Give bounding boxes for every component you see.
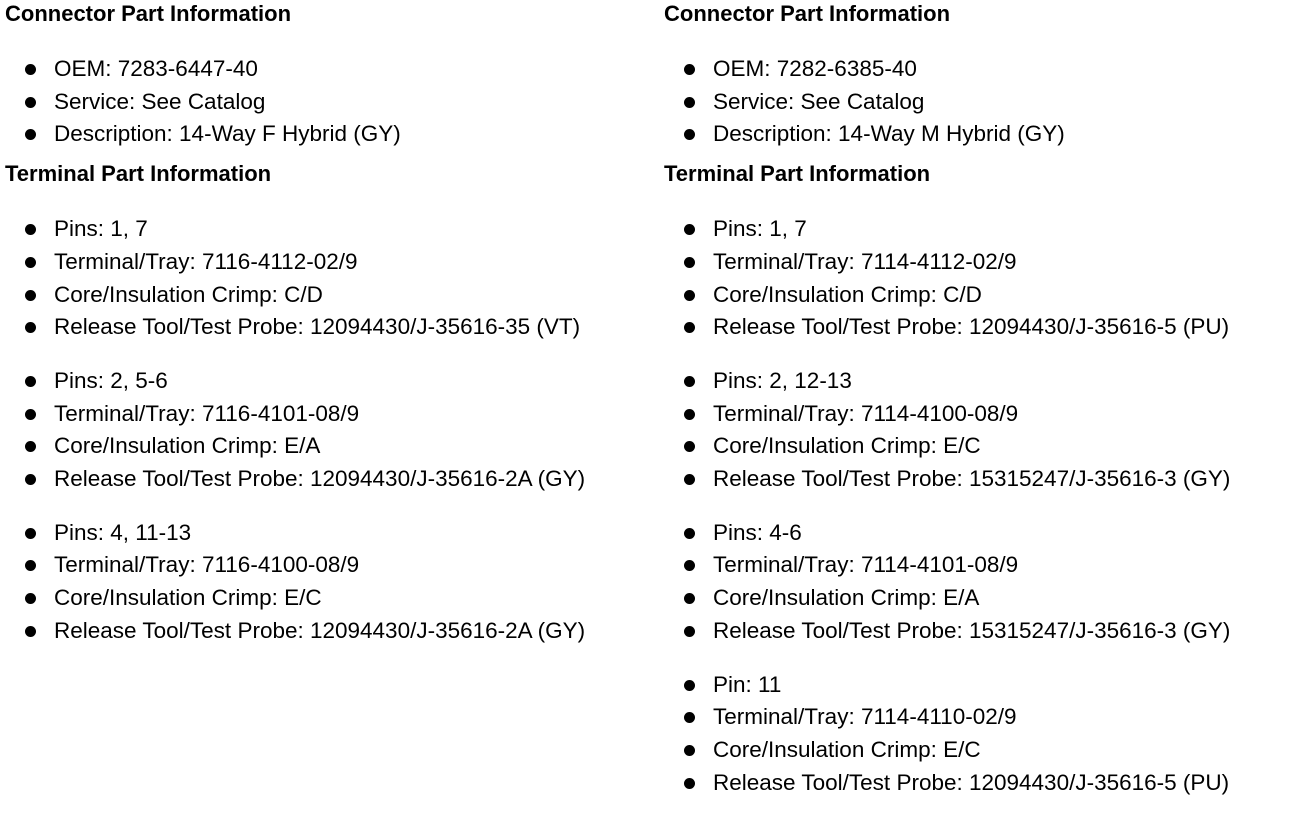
terminal-pins: Pins: 1, 7 <box>5 213 655 246</box>
connector-service: Service: See Catalog <box>5 86 655 119</box>
terminal-pins: Pins: 1, 7 <box>664 213 1309 246</box>
terminal-group <box>664 365 1309 496</box>
connector-oem: OEM: 7283-6447-40 <box>5 53 655 86</box>
terminal-heading: Terminal Part Information <box>664 161 931 187</box>
left-connector-column <box>5 0 655 669</box>
connector-info-list <box>664 53 1309 151</box>
connector-description: Description: 14-Way M Hybrid (GY) <box>664 118 1309 151</box>
terminal-tray: Terminal/Tray: 7116-4100-08/9 <box>5 549 655 582</box>
terminal-group <box>664 669 1309 800</box>
terminal-group <box>5 517 655 648</box>
terminal-heading: Terminal Part Information <box>5 161 272 187</box>
terminal-tray: Terminal/Tray: 7114-4110-02/9 <box>664 701 1309 734</box>
terminal-crimp: Core/Insulation Crimp: C/D <box>664 279 1309 312</box>
terminal-tray: Terminal/Tray: 7114-4100-08/9 <box>664 398 1309 431</box>
connector-heading: Connector Part Information <box>5 1 292 26</box>
right-connector-column <box>664 0 1309 820</box>
connector-service: Service: See Catalog <box>664 86 1309 119</box>
connector-description: Description: 14-Way F Hybrid (GY) <box>5 118 655 151</box>
terminal-pins: Pins: 2, 5-6 <box>5 365 655 398</box>
terminal-group <box>5 213 655 344</box>
terminal-tray: Terminal/Tray: 7114-4112-02/9 <box>664 246 1309 279</box>
terminal-group <box>5 365 655 496</box>
connector-heading: Connector Part Information <box>664 1 951 26</box>
terminal-pins: Pin: 11 <box>664 669 1309 702</box>
terminal-group <box>664 517 1309 648</box>
terminal-release-tool: Release Tool/Test Probe: 12094430/J-35616-2A (GY) <box>5 463 655 496</box>
terminal-tray: Terminal/Tray: 7116-4112-02/9 <box>5 246 655 279</box>
terminal-pins: Pins: 4-6 <box>664 517 1309 550</box>
terminal-tray: Terminal/Tray: 7116-4101-08/9 <box>5 398 655 431</box>
terminal-crimp: Core/Insulation Crimp: E/A <box>5 430 655 463</box>
terminal-crimp: Core/Insulation Crimp: E/C <box>664 734 1309 767</box>
terminal-release-tool: Release Tool/Test Probe: 12094430/J-35616-5 (PU) <box>664 311 1309 344</box>
terminal-crimp: Core/Insulation Crimp: E/C <box>664 430 1309 463</box>
terminal-group <box>664 213 1309 344</box>
terminal-release-tool: Release Tool/Test Probe: 15315247/J-35616-3 (GY) <box>664 463 1309 496</box>
terminal-pins: Pins: 2, 12-13 <box>664 365 1309 398</box>
terminal-tray: Terminal/Tray: 7114-4101-08/9 <box>664 549 1309 582</box>
terminal-crimp: Core/Insulation Crimp: E/C <box>5 582 655 615</box>
terminal-crimp: Core/Insulation Crimp: C/D <box>5 279 655 312</box>
terminal-pins: Pins: 4, 11-13 <box>5 517 655 550</box>
terminal-release-tool: Release Tool/Test Probe: 15315247/J-35616-3 (GY) <box>664 615 1309 648</box>
terminal-release-tool: Release Tool/Test Probe: 12094430/J-35616-5 (PU) <box>664 767 1309 800</box>
connector-info-list <box>5 53 655 151</box>
connector-oem: OEM: 7282-6385-40 <box>664 53 1309 86</box>
terminal-crimp: Core/Insulation Crimp: E/A <box>664 582 1309 615</box>
terminal-release-tool: Release Tool/Test Probe: 12094430/J-35616-2A (GY) <box>5 615 655 648</box>
terminal-release-tool: Release Tool/Test Probe: 12094430/J-35616-35 (VT) <box>5 311 655 344</box>
